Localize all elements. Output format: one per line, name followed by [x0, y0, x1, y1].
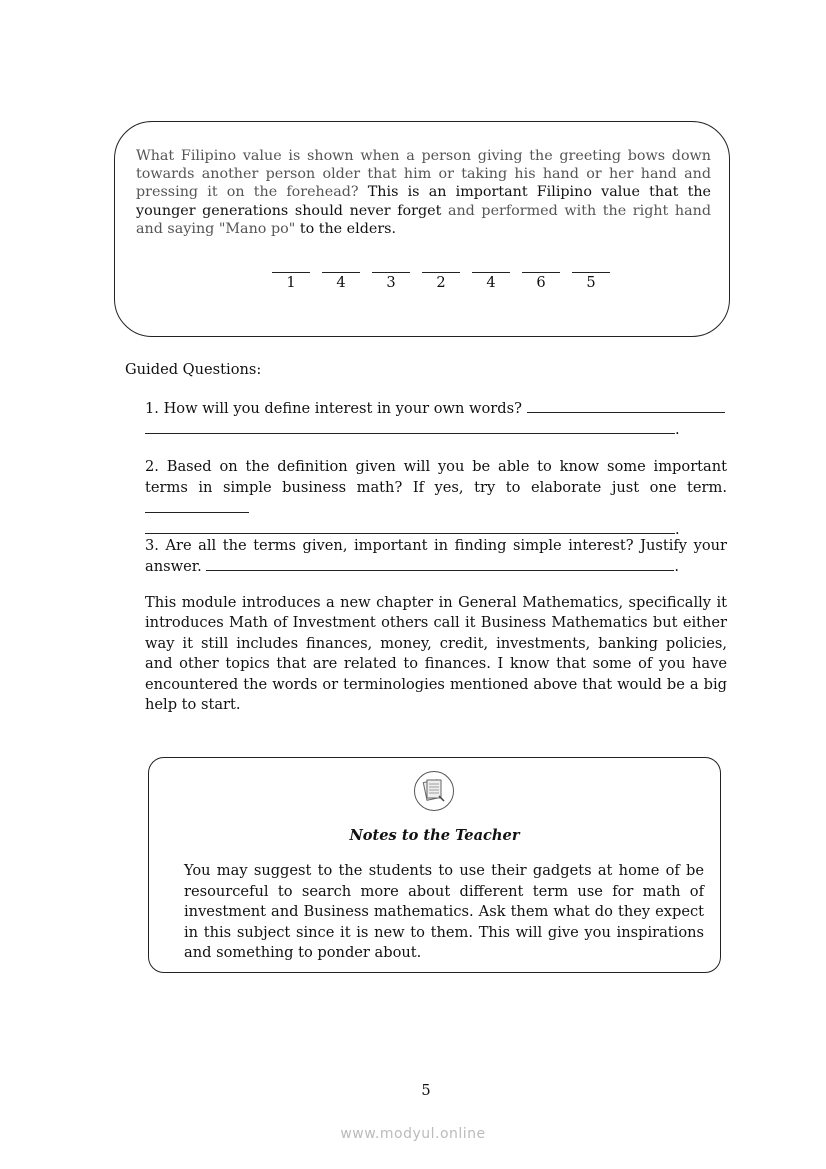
- page-number: 5: [421, 1082, 431, 1099]
- blank[interactable]: 4: [472, 272, 510, 291]
- notes-icon: [414, 771, 454, 811]
- guided-questions-heading: Guided Questions:: [125, 361, 262, 378]
- question-text: 1. How will you define interest in your own words?: [145, 400, 522, 417]
- notes-title: Notes to the Teacher: [349, 827, 520, 844]
- answer-line[interactable]: [527, 398, 725, 413]
- answer-line[interactable]: [145, 519, 675, 534]
- question-3: 3. Are all the terms given, important in finding simple interest? Justify your answer. .: [145, 537, 727, 575]
- blank[interactable]: 6: [522, 272, 560, 291]
- blank[interactable]: 5: [572, 272, 610, 291]
- notes-box: [148, 757, 721, 973]
- riddle-text: [136, 147, 711, 238]
- riddle-box: [114, 121, 730, 337]
- blank[interactable]: 4: [322, 272, 360, 291]
- riddle-part: to the elders.: [295, 220, 397, 237]
- answer-blanks: [272, 260, 610, 291]
- question-1: 1. How will you define interest in your own words? .: [145, 398, 727, 440]
- blank[interactable]: 3: [372, 272, 410, 291]
- question-2: 2. Based on the definition given will you be able to know some important terms in simple business math? If yes, try to elaborate just one term. .: [145, 458, 727, 538]
- question-text: 2. Based on the definition given will you be able to know some important terms in simple business math? If yes, try to elaborate just one term.: [145, 458, 727, 496]
- blank[interactable]: 2: [422, 272, 460, 291]
- question-text: 3. Are all the terms given, important in finding simple interest? Justify your answer.: [145, 537, 727, 575]
- answer-line[interactable]: [145, 419, 675, 434]
- riddle-part: This is an important Filipino value that the younger generations should never forget: [136, 184, 711, 219]
- riddle-part: and performed with the right hand and saying "Mano po": [136, 202, 712, 237]
- riddle-part: What Filipino value is shown when a person giving the greeting bows down towards another person older that him or taking his hand or her hand and pressing it on the forehead?: [136, 148, 711, 201]
- intro-paragraph: This module introduces a new chapter in General Mathematics, specifically it introduces Math of Investment others call it Business Mathematics but either way it still includes finances, money, credit, investments, banking policies, and other topics that are related to finances. I know that some of you have encountered the words or terminologies mentioned above that would be a big help to start.: [145, 594, 727, 714]
- watermark: www.modyul.online: [340, 1126, 486, 1142]
- blank[interactable]: 1: [272, 272, 310, 291]
- notes-body: You may suggest to the students to use their gadgets at home of be resourceful to search more about different term use for math of investment and Business mathematics. Ask them what do they expect in this subject since it is new to them. This will give you inspirations and something to ponder about.: [184, 862, 704, 962]
- answer-line[interactable]: [206, 556, 674, 571]
- answer-line[interactable]: [145, 498, 249, 513]
